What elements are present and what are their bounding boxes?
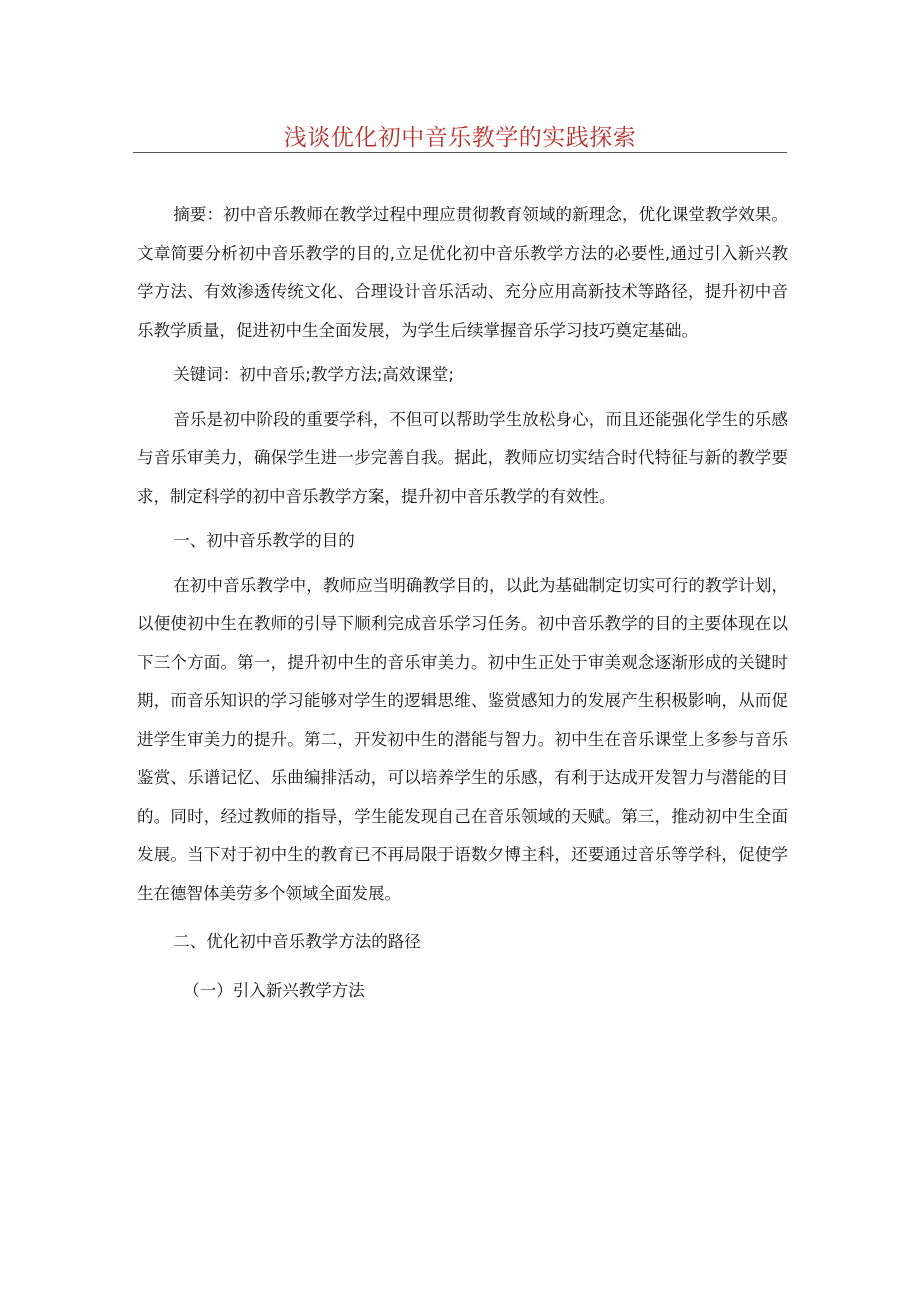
section-1-heading: 一、初中音乐教学的目的 xyxy=(173,531,355,550)
section-1-paragraph: 在初中音乐教学中，教师应当明确教学目的，以此为基础制定切实可行的教学计划，以便使初中生在教师的引导下顺利完成音乐学习任务。初中音乐教学的目的主要体现在以下三个方面。第一，提升初中生的音乐审美力。初中生正处于审美观念逐渐形成的关键时期，而音乐知识的学习能够对学生的逻辑思维、鉴赏感知力的发展产生积极影响，从而促进学生审美力的提升。第二，开发初中生的潜能与智力。初中生在音乐课堂上多参与音乐鉴赏、乐谱记忆、乐曲编排活动，可以培养学生的乐感，有利于达成开发智力与潜能的目的。同时，经过教师的指导，学生能发现自己在音乐领域的天赋。第三，推动初中生全面发展。当下对于初中生的教育已不再局限于语数夕博主科，还要通过音乐等学科，促使学生在德智体美劳多个领域全面发展。 xyxy=(137,575,788,903)
document-body xyxy=(137,196,788,1010)
abstract-paragraph: 摘要：初中音乐教师在教学过程中理应贯彻教育领域的新理念，优化课堂教学效果。文章简要分析初中音乐教学的目的,立足优化初中音乐教学方法的必要性,通过引入新兴教学方法、有效渗透传统文化、合理设计音乐活动、充分应用高新技术等路径，提升初中音乐教学质量，促进初中生全面发展，为学生后续掌握音乐学习技巧奠定基础。 xyxy=(137,205,788,340)
section-2-heading: 二、优化初中音乐教学方法的路径 xyxy=(173,932,421,951)
intro-paragraph: 音乐是初中阶段的重要学科，不但可以帮助学生放松身心，而且还能强化学生的乐感与音乐审美力，确保学生进一步完善自我。据此，教师应切实结合时代特征与新的教学要求，制定科学的初中音乐教学方案，提升初中音乐教学的有效性。 xyxy=(137,409,788,506)
document-title: 浅谈优化初中音乐教学的实践探索 xyxy=(283,125,637,151)
keywords-paragraph: 关键词：初中音乐;教学方法;高效课堂; xyxy=(173,365,454,384)
title-underline xyxy=(133,152,787,153)
subsection-1-heading: （一）引入新兴教学方法 xyxy=(183,980,365,1000)
